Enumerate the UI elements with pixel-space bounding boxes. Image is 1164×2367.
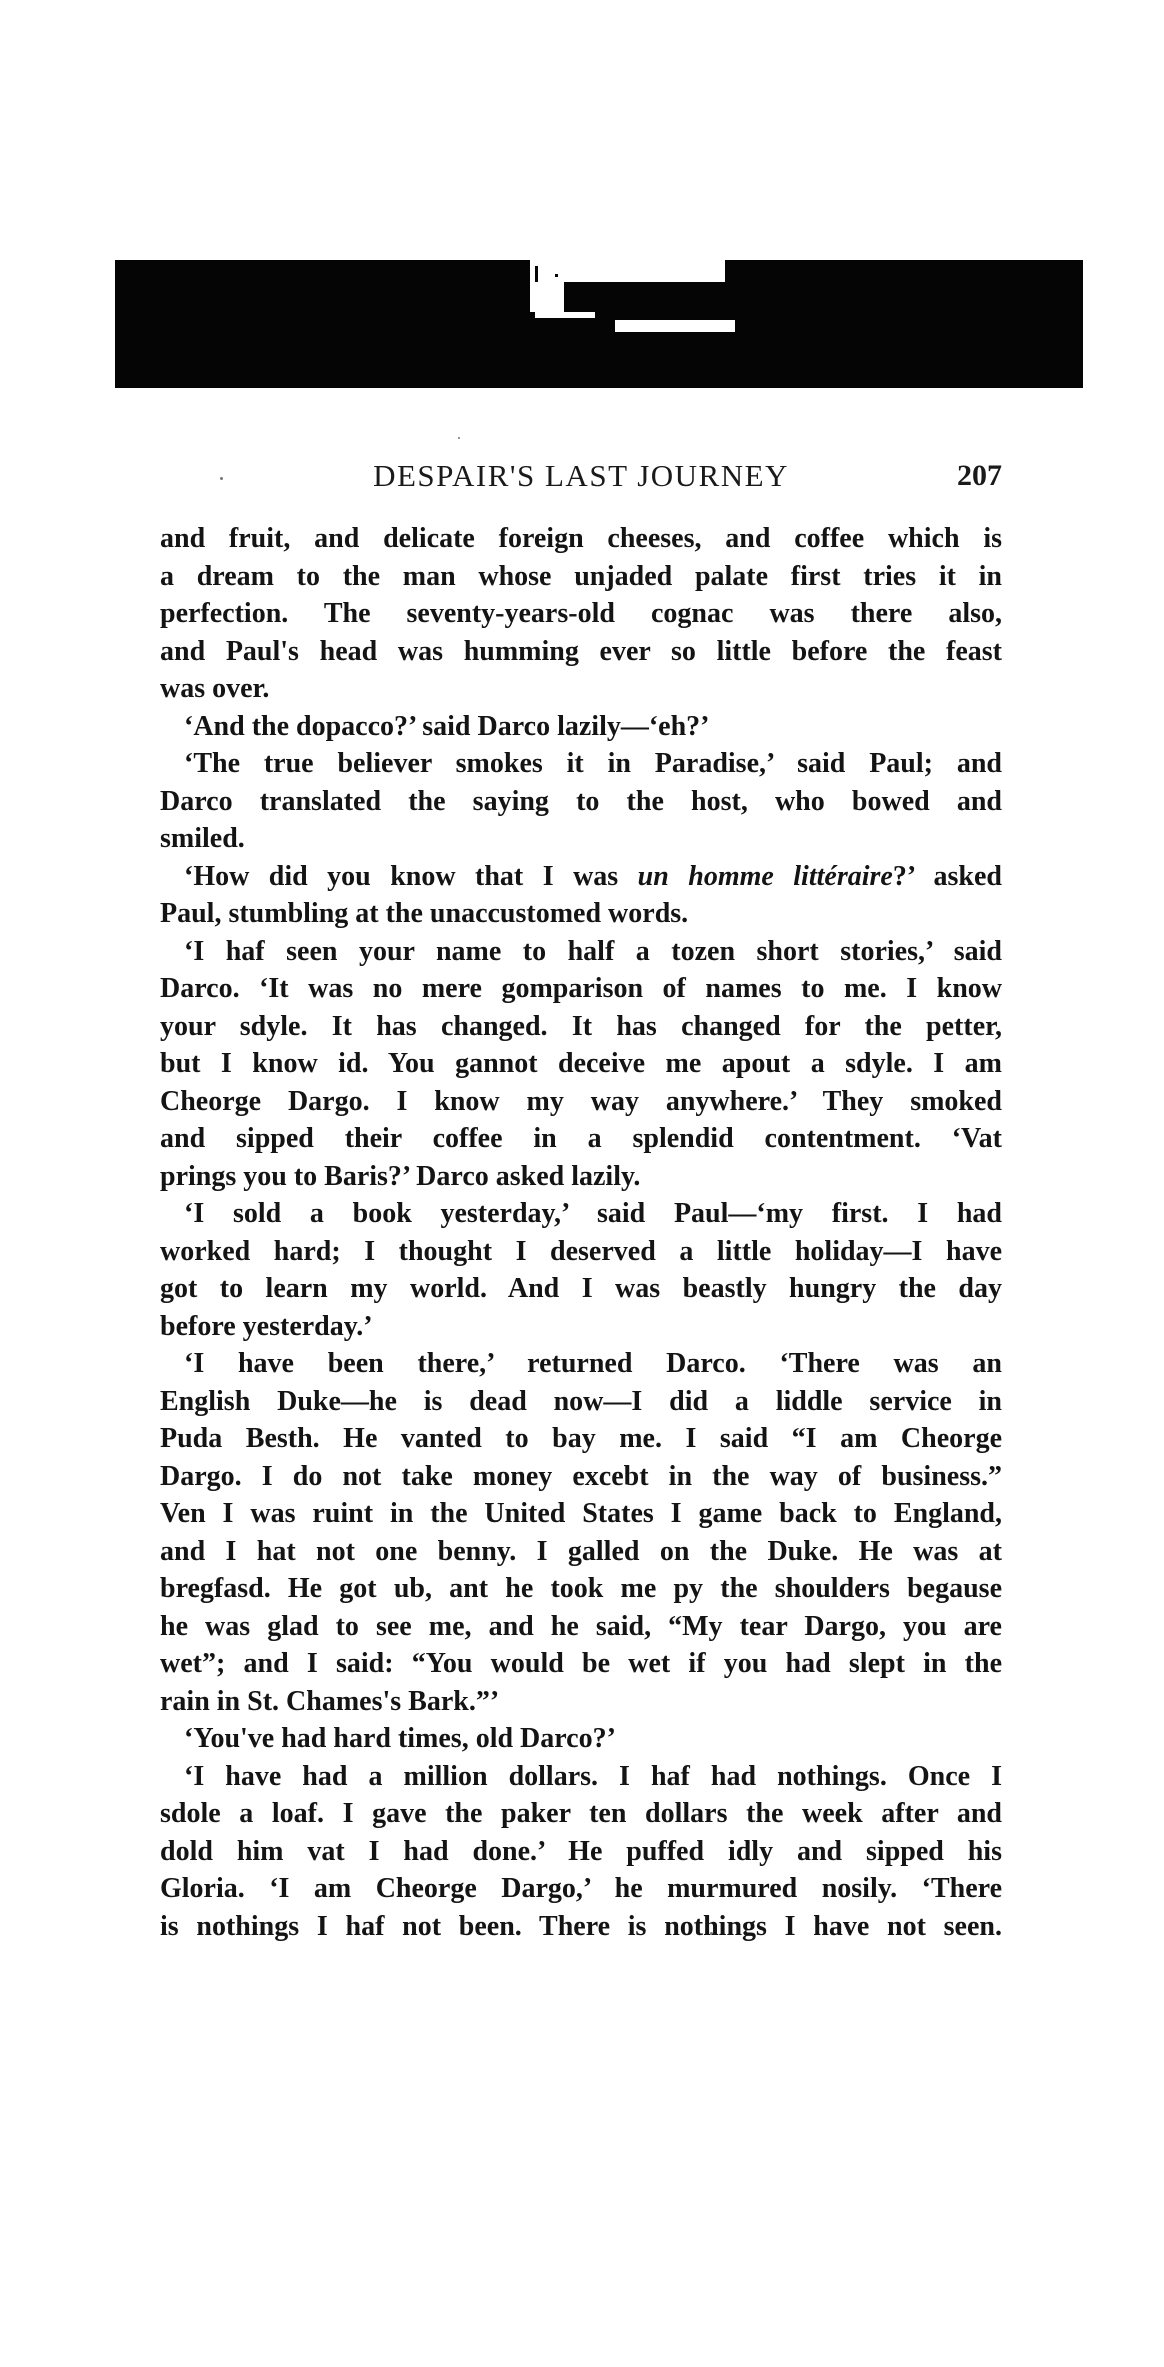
text-line: ‘You've had hard times, old Darco?’ — [184, 1723, 616, 1754]
text-line: dold him vat I had done.’ He puffed idly and sipped his — [160, 1835, 1002, 1867]
text-line: Darco. ‘It was no mere gomparison of names to me. I know — [160, 973, 1002, 1004]
text-line: Dargo. I do not take money excebt in the way of business.” — [160, 1460, 1002, 1492]
scan-black-band — [115, 260, 1083, 388]
text-line: smiled. — [160, 823, 245, 854]
text-line: he was glad to see me, and he said, “My tear Dargo, you are — [160, 1610, 1002, 1642]
text-line: ‘And the dopacco?’ said Darco lazily—‘eh?’ — [184, 710, 710, 742]
text-line: ‘I have had a million dollars. I haf had nothings. Once I — [184, 1760, 1002, 1792]
text-line: is nothings I haf not been. There is nothings I have not seen. — [160, 1910, 1002, 1942]
text-line: and Paul's head was humming ever so little before the feast — [160, 635, 1002, 667]
text-line: but I know id. You gannot deceive me apout a sdyle. I am — [160, 1048, 1002, 1079]
text-line: ‘The true believer smokes it in Paradise,’ said Paul; and — [184, 748, 1002, 779]
text-line: and fruit, and delicate foreign cheeses, and coffee which is — [160, 523, 1002, 554]
text-line: bregfasd. He got ub, ant he took me py the shoulders begause — [160, 1573, 1002, 1604]
text-line: your sdyle. It has changed. It has changed for the petter, — [160, 1010, 1002, 1042]
text-line: before yesterday.’ — [160, 1310, 373, 1342]
text-line: wet”; and I said: “You would be wet if you had slept in the — [160, 1648, 1002, 1679]
text-line: perfection. The seventy-years-old cognac was there also, — [160, 598, 1002, 629]
text-line: ‘I have been there,’ returned Darco. ‘There was an — [184, 1348, 1002, 1379]
page-number: 207 — [957, 459, 1002, 492]
scan-speck — [458, 437, 460, 439]
text-line: Cheorge Dargo. I know my way anywhere.’ They smoked — [160, 1085, 1002, 1117]
band-white-patch — [535, 312, 595, 318]
text-line: English Duke—he is dead now—I did a liddle service in — [160, 1385, 1002, 1417]
band-white-patch — [615, 320, 735, 332]
band-white-patch — [530, 260, 725, 282]
band-white-patch — [530, 282, 564, 312]
text-line: got to learn my world. And I was beastly hungry the day — [160, 1273, 1002, 1304]
text-line: ‘I haf seen your name to half a tozen short stories,’ said — [184, 935, 1002, 967]
text-line: and I hat not one benny. I galled on the Duke. He was at — [160, 1535, 1002, 1567]
text-line: Gloria. ‘I am Cheorge Dargo,’ he murmured nosily. ‘There — [160, 1873, 1002, 1904]
text-line: a dream to the man whose unjaded palate first tries it in — [160, 560, 1002, 592]
text-line: was over. — [160, 673, 270, 704]
band-mark — [555, 274, 558, 277]
text-line: Paul, stumbling at the unaccustomed words. — [160, 898, 689, 929]
running-head — [160, 452, 1002, 500]
text-line: Puda Besth. He vanted to bay me. I said “I am Cheorge — [160, 1423, 1002, 1454]
italic-phrase: un homme littéraire — [637, 860, 893, 892]
text-line: Darco translated the saying to the host, who bowed and — [160, 785, 1002, 817]
text-line: ‘How did you know that I was un homme littéraire?’ asked — [184, 860, 1002, 892]
text-line: rain in St. Chames's Bark.”’ — [160, 1685, 500, 1717]
running-title: DESPAIR'S LAST JOURNEY — [373, 458, 789, 493]
text-line: sdole a loaf. I gave the paker ten dollars the week after and — [160, 1798, 1002, 1829]
text-line: ‘I sold a book yesterday,’ said Paul—‘my first. I had — [184, 1198, 1002, 1229]
text-line: Ven I was ruint in the United States I game back to England, — [160, 1498, 1002, 1529]
band-mark — [535, 266, 538, 282]
text-line: prings you to Baris?’ Darco asked lazily. — [160, 1160, 641, 1192]
text-line: worked hard; I thought I deserved a little holiday—I have — [160, 1235, 1002, 1267]
text-line: and sipped their coffee in a splendid contentment. ‘Vat — [160, 1123, 1002, 1154]
body-text — [160, 520, 1002, 1945]
